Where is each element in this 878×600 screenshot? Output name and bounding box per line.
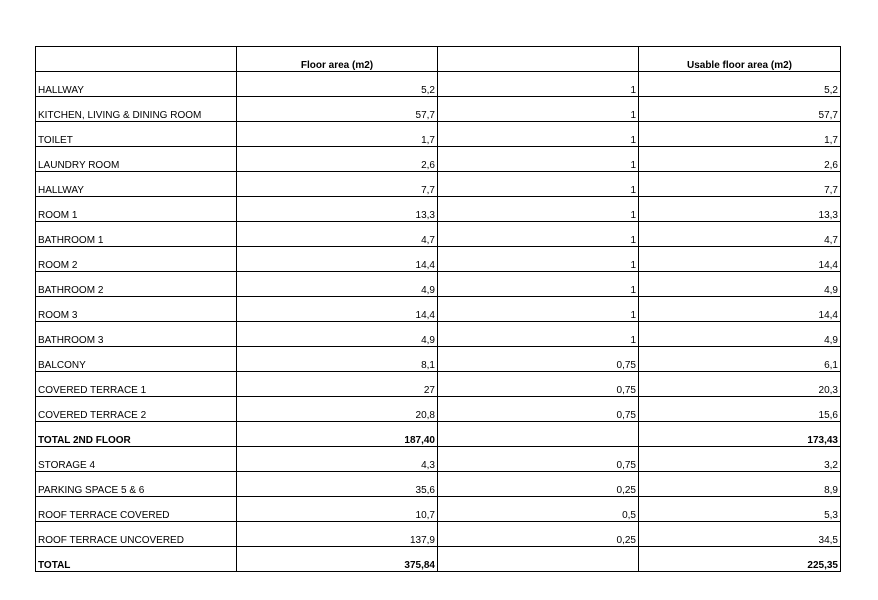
- coefficient-cell: 1: [438, 122, 639, 147]
- room-name-cell: ROOF TERRACE UNCOVERED: [36, 522, 237, 547]
- floor-area-cell: 57,7: [237, 97, 438, 122]
- room-name-cell: BATHROOM 2: [36, 272, 237, 297]
- floor-area-cell: 13,3: [237, 197, 438, 222]
- table-body: [36, 72, 841, 572]
- table-row: [36, 222, 841, 247]
- room-name-cell: BATHROOM 1: [36, 222, 237, 247]
- floor-area-cell: 4,9: [237, 272, 438, 297]
- floor-area-cell: 14,4: [237, 297, 438, 322]
- table-row: [36, 147, 841, 172]
- table-row: [36, 247, 841, 272]
- floor-area-cell: 4,7: [237, 222, 438, 247]
- coefficient-cell: 1: [438, 322, 639, 347]
- floor-area-table: [35, 46, 841, 572]
- header-floor-area: Floor area (m2): [237, 47, 438, 72]
- table-row: [36, 472, 841, 497]
- room-name-cell: COVERED TERRACE 2: [36, 397, 237, 422]
- table-row: [36, 397, 841, 422]
- usable-area-cell: 57,7: [639, 97, 841, 122]
- usable-area-cell: 2,6: [639, 147, 841, 172]
- room-name-cell: BALCONY: [36, 347, 237, 372]
- table-row: [36, 122, 841, 147]
- usable-area-cell: 5,3: [639, 497, 841, 522]
- coefficient-cell: 0,75: [438, 372, 639, 397]
- room-name-cell: HALLWAY: [36, 72, 237, 97]
- usable-area-cell: 225,35: [639, 547, 841, 572]
- floor-area-cell: 2,6: [237, 147, 438, 172]
- coefficient-cell: 1: [438, 197, 639, 222]
- room-name-cell: ROOM 2: [36, 247, 237, 272]
- usable-area-cell: 20,3: [639, 372, 841, 397]
- coefficient-cell: 1: [438, 247, 639, 272]
- floor-area-cell: 8,1: [237, 347, 438, 372]
- usable-area-cell: 4,7: [639, 222, 841, 247]
- room-name-cell: HALLWAY: [36, 172, 237, 197]
- usable-area-cell: 1,7: [639, 122, 841, 147]
- room-name-cell: LAUNDRY ROOM: [36, 147, 237, 172]
- usable-area-cell: 173,43: [639, 422, 841, 447]
- header-row: [36, 47, 841, 72]
- table-row: [36, 297, 841, 322]
- floor-area-cell: 27: [237, 372, 438, 397]
- room-name-cell: KITCHEN, LIVING & DINING ROOM: [36, 97, 237, 122]
- floor-area-cell: 187,40: [237, 422, 438, 447]
- coefficient-cell: 1: [438, 72, 639, 97]
- room-name-cell: TOILET: [36, 122, 237, 147]
- room-name-cell: ROOM 1: [36, 197, 237, 222]
- coefficient-cell: 0,75: [438, 397, 639, 422]
- table-row: [36, 347, 841, 372]
- table-row: [36, 522, 841, 547]
- coefficient-cell: [438, 422, 639, 447]
- usable-area-cell: 15,6: [639, 397, 841, 422]
- coefficient-cell: 1: [438, 97, 639, 122]
- floor-area-cell: 4,3: [237, 447, 438, 472]
- coefficient-cell: [438, 547, 639, 572]
- coefficient-cell: 0,5: [438, 497, 639, 522]
- coefficient-cell: 0,75: [438, 447, 639, 472]
- header-coefficient: [438, 47, 639, 72]
- floor-area-cell: 375,84: [237, 547, 438, 572]
- header-name: [36, 47, 237, 72]
- coefficient-cell: 1: [438, 272, 639, 297]
- room-name-cell: COVERED TERRACE 1: [36, 372, 237, 397]
- usable-area-cell: 8,9: [639, 472, 841, 497]
- table-row: [36, 447, 841, 472]
- floor-area-cell: 20,8: [237, 397, 438, 422]
- coefficient-cell: 0,25: [438, 472, 639, 497]
- usable-area-cell: 4,9: [639, 272, 841, 297]
- usable-area-cell: 14,4: [639, 247, 841, 272]
- total-row: [36, 422, 841, 447]
- usable-area-cell: 34,5: [639, 522, 841, 547]
- header-usable-floor-area: Usable floor area (m2): [639, 47, 841, 72]
- room-name-cell: PARKING SPACE 5 & 6: [36, 472, 237, 497]
- room-name-cell: ROOF TERRACE COVERED: [36, 497, 237, 522]
- coefficient-cell: 0,25: [438, 522, 639, 547]
- usable-area-cell: 14,4: [639, 297, 841, 322]
- floor-area-cell: 4,9: [237, 322, 438, 347]
- floor-area-cell: 14,4: [237, 247, 438, 272]
- room-name-cell: TOTAL 2ND FLOOR: [36, 422, 237, 447]
- coefficient-cell: 1: [438, 172, 639, 197]
- table-row: [36, 372, 841, 397]
- usable-area-cell: 4,9: [639, 322, 841, 347]
- room-name-cell: ROOM 3: [36, 297, 237, 322]
- floor-area-cell: 1,7: [237, 122, 438, 147]
- usable-area-cell: 13,3: [639, 197, 841, 222]
- table-row: [36, 72, 841, 97]
- total-row: [36, 547, 841, 572]
- table-row: [36, 272, 841, 297]
- table-row: [36, 322, 841, 347]
- floor-area-cell: 7,7: [237, 172, 438, 197]
- table-row: [36, 197, 841, 222]
- usable-area-cell: 5,2: [639, 72, 841, 97]
- floor-area-cell: 35,6: [237, 472, 438, 497]
- usable-area-cell: 3,2: [639, 447, 841, 472]
- room-name-cell: BATHROOM 3: [36, 322, 237, 347]
- floor-area-cell: 10,7: [237, 497, 438, 522]
- coefficient-cell: 1: [438, 147, 639, 172]
- table-row: [36, 97, 841, 122]
- coefficient-cell: 0,75: [438, 347, 639, 372]
- usable-area-cell: 6,1: [639, 347, 841, 372]
- table-row: [36, 172, 841, 197]
- table-row: [36, 497, 841, 522]
- coefficient-cell: 1: [438, 222, 639, 247]
- usable-area-cell: 7,7: [639, 172, 841, 197]
- room-name-cell: TOTAL: [36, 547, 237, 572]
- floor-area-cell: 5,2: [237, 72, 438, 97]
- room-name-cell: STORAGE 4: [36, 447, 237, 472]
- floor-area-cell: 137,9: [237, 522, 438, 547]
- coefficient-cell: 1: [438, 297, 639, 322]
